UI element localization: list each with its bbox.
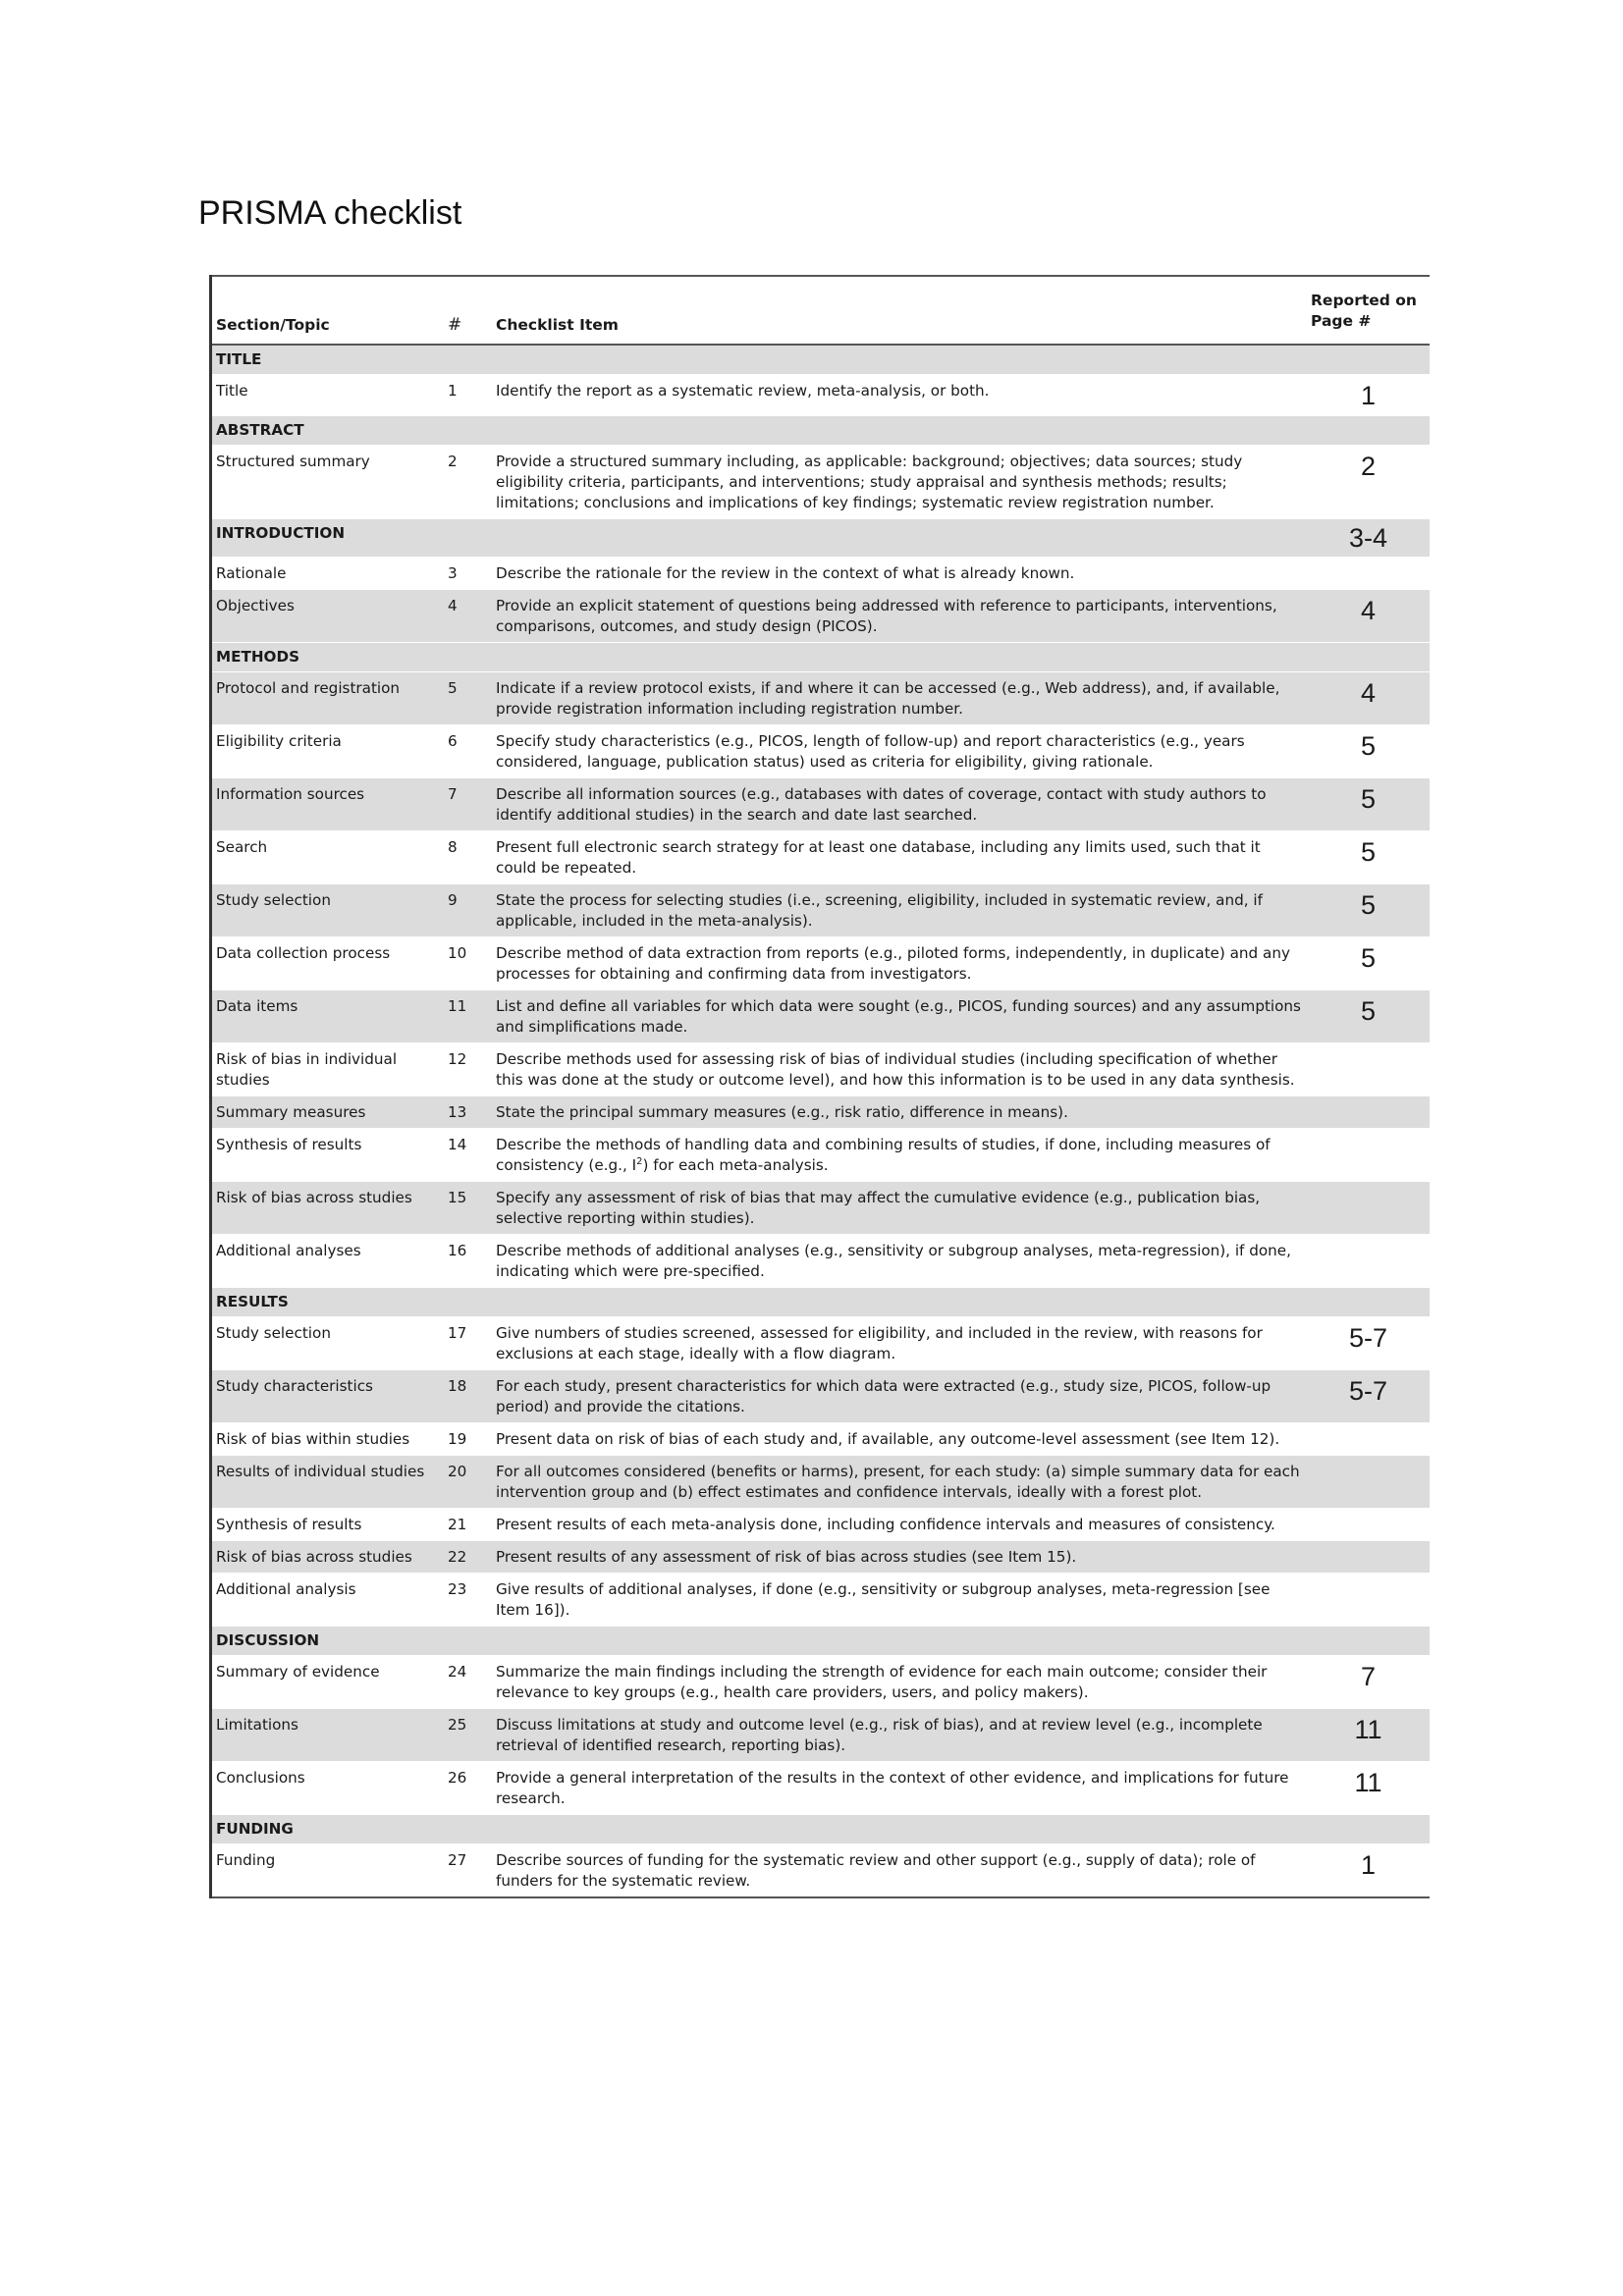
section-topic-cell: Additional analyses	[212, 1235, 444, 1288]
checklist-item-cell: Describe methods used for assessing risk of bias of individual studies (including specification of whether this was done at the study or outcome level), and how this information is to be used in any data synthesis.	[492, 1043, 1307, 1096]
item-number-cell: 6	[444, 725, 492, 778]
item-number-cell: 18	[444, 1370, 492, 1423]
section-topic-cell: Eligibility criteria	[212, 725, 444, 778]
section-topic-cell: Synthesis of results	[212, 1129, 444, 1182]
section-row	[212, 1627, 1430, 1656]
table-row	[212, 725, 1430, 778]
section-row	[212, 519, 1430, 558]
checklist-item-cell: Specify any assessment of risk of bias that may affect the cumulative evidence (e.g., publication bias, selective reporting within studies).	[492, 1182, 1307, 1235]
section-topic-cell: Objectives	[212, 590, 444, 643]
reported-page: 5	[1307, 937, 1430, 990]
header-page-line2: Page #	[1311, 312, 1372, 330]
table-row	[212, 1096, 1430, 1129]
reported-page	[1307, 558, 1430, 590]
checklist-item-cell: Give results of additional analyses, if done (e.g., sensitivity or subgroup analyses, meta-regression [see Item 16]).	[492, 1574, 1307, 1627]
item-number-cell: 21	[444, 1509, 492, 1541]
table-row	[212, 1762, 1430, 1815]
reported-page: 4	[1307, 590, 1430, 643]
section-topic-cell: Synthesis of results	[212, 1509, 444, 1541]
section-topic-cell: Data items	[212, 990, 444, 1043]
header-section-topic: Section/Topic	[212, 276, 444, 345]
table-row	[212, 1043, 1430, 1096]
checklist-item-cell: For each study, present characteristics for which data were extracted (e.g., study size, PICOS, follow-up period) and provide the citations.	[492, 1370, 1307, 1423]
section-row	[212, 643, 1430, 672]
reported-page: 5	[1307, 831, 1430, 884]
section-topic-cell: Information sources	[212, 778, 444, 831]
checklist-item-cell: Specify study characteristics (e.g., PICOS, length of follow-up) and report characteristics (e.g., years considered, language, publication status) used as criteria for eligibility, giving rationale.	[492, 725, 1307, 778]
section-topic-cell: Additional analysis	[212, 1574, 444, 1627]
table-row	[212, 884, 1430, 937]
table-row	[212, 1509, 1430, 1541]
item-number-cell: 15	[444, 1182, 492, 1235]
checklist-item-cell: For all outcomes considered (benefits or harms), present, for each study: (a) simple summary data for each intervention group and (b) effect estimates and confidence intervals, ideally with a forest plot.	[492, 1456, 1307, 1509]
section-topic-cell: Results of individual studies	[212, 1456, 444, 1509]
reported-page	[1307, 1043, 1430, 1096]
section-topic-cell: Risk of bias across studies	[212, 1541, 444, 1574]
reported-page	[1307, 1627, 1430, 1656]
checklist-item-cell: Give numbers of studies screened, assessed for eligibility, and included in the review, with reasons for exclusions at each stage, ideally with a flow diagram.	[492, 1317, 1307, 1370]
checklist-item-cell: State the process for selecting studies (i.e., screening, eligibility, included in systematic review, and, if applicable, included in the meta-analysis).	[492, 884, 1307, 937]
table-header	[212, 276, 1430, 345]
checklist-item-cell: Describe all information sources (e.g., databases with dates of coverage, contact with study authors to identify additional studies) in the search and date last searched.	[492, 778, 1307, 831]
section-heading: TITLE	[212, 345, 1307, 375]
table-row	[212, 1317, 1430, 1370]
item-number-cell: 20	[444, 1456, 492, 1509]
table-row	[212, 672, 1430, 725]
item-number-cell: 8	[444, 831, 492, 884]
checklist-item-cell: Indicate if a review protocol exists, if and where it can be accessed (e.g., Web address), and, if available, provide registration information including registration number.	[492, 672, 1307, 725]
section-topic-cell: Conclusions	[212, 1762, 444, 1815]
section-topic-cell: Risk of bias within studies	[212, 1423, 444, 1456]
table-row	[212, 1844, 1430, 1898]
table-row	[212, 1370, 1430, 1423]
reported-page	[1307, 1096, 1430, 1129]
page-title: PRISMA checklist	[198, 194, 462, 232]
table-row	[212, 990, 1430, 1043]
section-topic-cell: Data collection process	[212, 937, 444, 990]
item-number-cell: 16	[444, 1235, 492, 1288]
reported-page: 5	[1307, 884, 1430, 937]
section-topic-cell: Risk of bias in individual studies	[212, 1043, 444, 1096]
reported-page	[1307, 1288, 1430, 1317]
table-row	[212, 558, 1430, 590]
section-topic-cell: Rationale	[212, 558, 444, 590]
section-topic-cell: Risk of bias across studies	[212, 1182, 444, 1235]
reported-page	[1307, 1182, 1430, 1235]
section-topic-cell: Summary of evidence	[212, 1656, 444, 1709]
section-topic-cell: Search	[212, 831, 444, 884]
checklist-item-text-tail: ) for each meta-analysis.	[642, 1156, 829, 1174]
table-row	[212, 1574, 1430, 1627]
checklist-item-cell: Describe sources of funding for the systematic review and other support (e.g., supply of data); role of funders for the systematic review.	[492, 1844, 1307, 1898]
section-topic-cell: Summary measures	[212, 1096, 444, 1129]
table-row	[212, 1541, 1430, 1574]
checklist-item-cell: Describe method of data extraction from reports (e.g., piloted forms, independently, in duplicate) and any processes for obtaining and confirming data from investigators.	[492, 937, 1307, 990]
item-number-cell: 27	[444, 1844, 492, 1898]
header-page-line1: Reported on	[1311, 292, 1417, 309]
reported-page: 4	[1307, 672, 1430, 725]
item-number-cell: 10	[444, 937, 492, 990]
item-number-cell: 3	[444, 558, 492, 590]
section-topic-cell: Limitations	[212, 1709, 444, 1762]
section-row	[212, 345, 1430, 375]
reported-page: 2	[1307, 446, 1430, 519]
reported-page	[1307, 1541, 1430, 1574]
item-number-cell: 17	[444, 1317, 492, 1370]
section-row	[212, 1288, 1430, 1317]
header-checklist-item: Checklist Item	[492, 276, 1307, 345]
section-heading: DISCUSSION	[212, 1627, 1307, 1656]
reported-page	[1307, 643, 1430, 672]
table-row	[212, 375, 1430, 416]
checklist-table-frame	[209, 275, 1430, 1898]
reported-page: 5-7	[1307, 1317, 1430, 1370]
section-topic-cell: Structured summary	[212, 446, 444, 519]
table-row	[212, 937, 1430, 990]
item-number-cell: 5	[444, 672, 492, 725]
section-topic-cell: Study characteristics	[212, 1370, 444, 1423]
section-topic-cell: Title	[212, 375, 444, 416]
reported-page: 1	[1307, 1844, 1430, 1898]
table-row	[212, 1182, 1430, 1235]
reported-page: 5-7	[1307, 1370, 1430, 1423]
checklist-item-cell: Describe the rationale for the review in the context of what is already known.	[492, 558, 1307, 590]
reported-page: 3-4	[1307, 519, 1430, 558]
item-number-cell: 12	[444, 1043, 492, 1096]
checklist-item-cell: Discuss limitations at study and outcome level (e.g., risk of bias), and at review level (e.g., incomplete retrieval of identified research, reporting bias).	[492, 1709, 1307, 1762]
checklist-item-cell: Provide a general interpretation of the results in the context of other evidence, and implications for future research.	[492, 1762, 1307, 1815]
reported-page	[1307, 1423, 1430, 1456]
reported-page	[1307, 345, 1430, 375]
checklist-item-text: Describe the methods of handling data and combining results of studies, if done, including measures of consistency (e.g., I	[496, 1136, 1271, 1174]
checklist-item-cell: Present full electronic search strategy for at least one database, including any limits used, such that it could be repeated.	[492, 831, 1307, 884]
reported-page	[1307, 416, 1430, 446]
item-number-cell: 22	[444, 1541, 492, 1574]
table-row	[212, 1709, 1430, 1762]
item-number-cell: 19	[444, 1423, 492, 1456]
table-body	[212, 345, 1430, 1897]
section-topic-cell: Study selection	[212, 1317, 444, 1370]
reported-page: 11	[1307, 1709, 1430, 1762]
checklist-item-cell: Present results of any assessment of risk of bias across studies (see Item 15).	[492, 1541, 1307, 1574]
table-row	[212, 446, 1430, 519]
table-row	[212, 1129, 1430, 1182]
reported-page: 5	[1307, 990, 1430, 1043]
reported-page	[1307, 1815, 1430, 1844]
reported-page: 5	[1307, 778, 1430, 831]
item-number-cell: 9	[444, 884, 492, 937]
item-number-cell: 23	[444, 1574, 492, 1627]
item-number-cell: 2	[444, 446, 492, 519]
item-number-cell: 1	[444, 375, 492, 416]
reported-page: 1	[1307, 375, 1430, 416]
checklist-item-cell: Describe methods of additional analyses (e.g., sensitivity or subgroup analyses, meta-regression), if done, indicating which were pre-specified.	[492, 1235, 1307, 1288]
table-row	[212, 778, 1430, 831]
section-topic-cell: Study selection	[212, 884, 444, 937]
table-row	[212, 831, 1430, 884]
reported-page	[1307, 1456, 1430, 1509]
section-heading: METHODS	[212, 643, 1307, 672]
section-topic-cell: Protocol and registration	[212, 672, 444, 725]
reported-page	[1307, 1509, 1430, 1541]
item-number-cell: 7	[444, 778, 492, 831]
section-heading: RESULTS	[212, 1288, 1307, 1317]
table-row	[212, 1456, 1430, 1509]
section-heading: FUNDING	[212, 1815, 1307, 1844]
header-number: #	[444, 276, 492, 345]
item-number-cell: 26	[444, 1762, 492, 1815]
item-number-cell: 4	[444, 590, 492, 643]
item-number-cell: 13	[444, 1096, 492, 1129]
checklist-item-cell: Provide an explicit statement of questions being addressed with reference to participants, interventions, comparisons, outcomes, and study design (PICOS).	[492, 590, 1307, 643]
checklist-table	[212, 275, 1430, 1898]
item-number-cell: 11	[444, 990, 492, 1043]
section-heading: ABSTRACT	[212, 416, 1307, 446]
reported-page	[1307, 1129, 1430, 1182]
table-row	[212, 590, 1430, 643]
reported-page: 5	[1307, 725, 1430, 778]
checklist-item-cell: Present data on risk of bias of each study and, if available, any outcome-level assessment (see Item 12).	[492, 1423, 1307, 1456]
checklist-item-cell: List and define all variables for which data were sought (e.g., PICOS, funding sources) and any assumptions and simplifications made.	[492, 990, 1307, 1043]
header-reported-on-page	[1307, 276, 1430, 345]
table-row	[212, 1423, 1430, 1456]
reported-page: 11	[1307, 1762, 1430, 1815]
item-number-cell: 25	[444, 1709, 492, 1762]
reported-page: 7	[1307, 1656, 1430, 1709]
header-row	[212, 276, 1430, 345]
checklist-item-cell: Summarize the main findings including the strength of evidence for each main outcome; consider their relevance to key groups (e.g., health care providers, users, and policy makers).	[492, 1656, 1307, 1709]
item-number-cell: 24	[444, 1656, 492, 1709]
checklist-item-cell: State the principal summary measures (e.g., risk ratio, difference in means).	[492, 1096, 1307, 1129]
reported-page	[1307, 1574, 1430, 1627]
table-row	[212, 1656, 1430, 1709]
reported-page	[1307, 1235, 1430, 1288]
section-row	[212, 416, 1430, 446]
table-row	[212, 1235, 1430, 1288]
checklist-item-cell: Present results of each meta-analysis done, including confidence intervals and measures of consistency.	[492, 1509, 1307, 1541]
section-topic-cell: Funding	[212, 1844, 444, 1898]
section-row	[212, 1815, 1430, 1844]
superscript: 2	[636, 1155, 643, 1167]
checklist-item-cell: Provide a structured summary including, as applicable: background; objectives; data sources; study eligibility criteria, participants, and interventions; study appraisal and synthesis methods; results; limitations; conclusions and implications of key findings; systematic review registration number.	[492, 446, 1307, 519]
section-heading: INTRODUCTION	[212, 519, 1307, 558]
checklist-item-cell	[492, 1129, 1307, 1182]
checklist-item-cell: Identify the report as a systematic review, meta-analysis, or both.	[492, 375, 1307, 416]
item-number-cell: 14	[444, 1129, 492, 1182]
